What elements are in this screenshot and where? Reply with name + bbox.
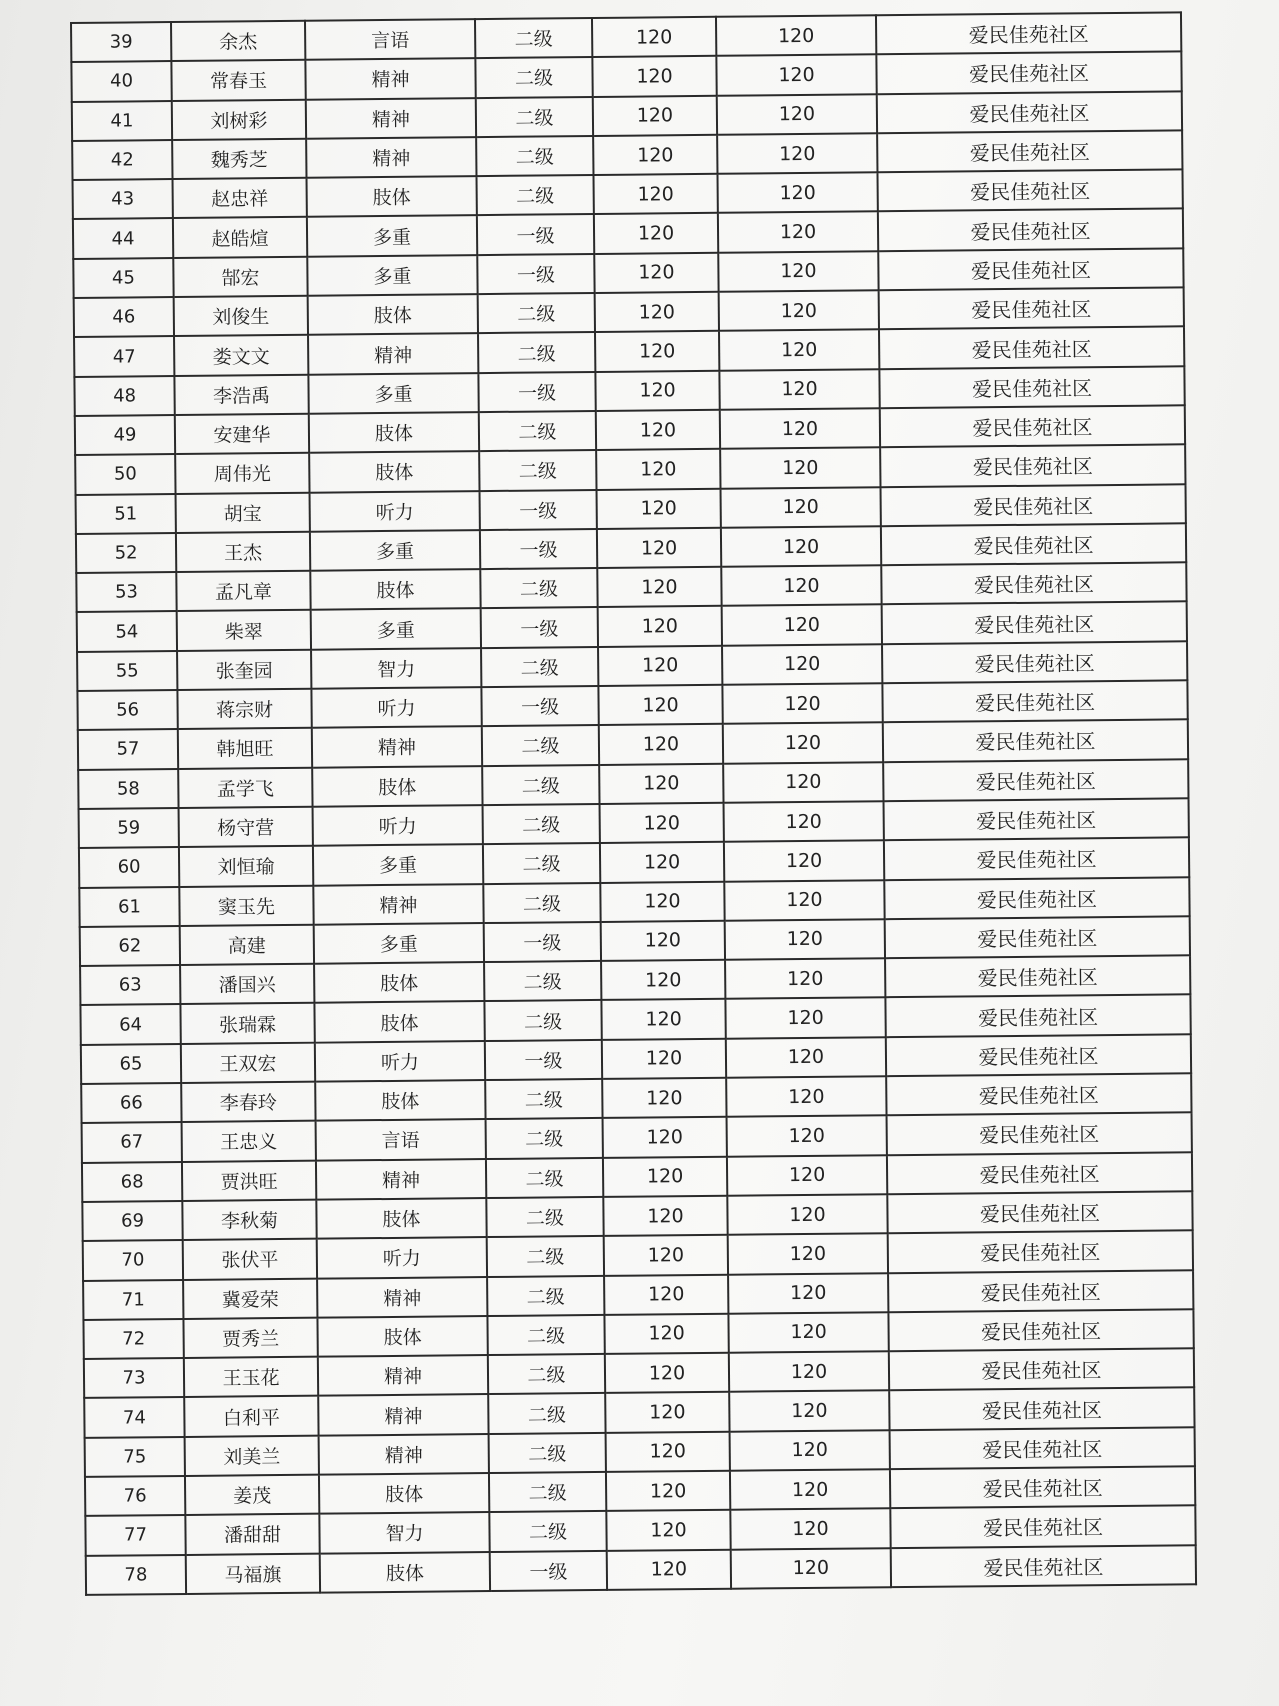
row-number-cell: 58 <box>78 769 178 809</box>
amount-b-cell: 120 <box>730 1430 890 1471</box>
amount-b-cell: 120 <box>717 172 877 213</box>
disability-type-cell: 肢体 <box>317 1316 487 1357</box>
row-number-cell: 47 <box>74 336 174 376</box>
row-number-cell: 65 <box>81 1044 181 1084</box>
disability-type-cell: 肢体 <box>320 1552 490 1593</box>
row-number-cell: 69 <box>82 1201 182 1241</box>
disability-type-cell: 精神 <box>319 1434 489 1475</box>
disability-type-cell: 肢体 <box>314 962 484 1003</box>
name-cell: 刘树彩 <box>172 99 306 140</box>
amount-b-cell: 120 <box>724 840 884 881</box>
name-cell: 赵忠祥 <box>173 178 307 219</box>
community-cell: 爱民佳苑社区 <box>890 1466 1195 1508</box>
amount-b-cell: 120 <box>719 330 879 371</box>
amount-b-cell: 120 <box>731 1548 891 1589</box>
disability-level-cell: 二级 <box>482 725 599 765</box>
disability-type-cell: 听力 <box>317 1237 487 1278</box>
name-cell: 周伟光 <box>175 453 309 494</box>
row-number-cell: 59 <box>79 808 179 848</box>
disability-level-cell: 二级 <box>489 1433 606 1473</box>
disability-type-cell: 肢体 <box>312 766 482 807</box>
amount-b-cell: 120 <box>721 526 881 567</box>
amount-b-cell: 120 <box>725 958 885 999</box>
row-number-cell: 44 <box>73 219 173 259</box>
row-number-cell: 68 <box>82 1162 182 1202</box>
row-number-cell: 51 <box>76 494 176 534</box>
name-cell: 孟学飞 <box>178 767 312 808</box>
amount-a-cell: 120 <box>606 1471 730 1511</box>
name-cell: 李春玲 <box>181 1082 315 1123</box>
name-cell: 赵皓煊 <box>173 217 307 258</box>
community-cell: 爱民佳苑社区 <box>877 170 1182 212</box>
disability-type-cell: 精神 <box>308 333 478 374</box>
name-cell: 窦玉先 <box>179 885 313 926</box>
community-cell: 爱民佳苑社区 <box>882 602 1187 644</box>
community-cell: 爱民佳苑社区 <box>882 680 1187 722</box>
name-cell: 余杰 <box>171 21 305 62</box>
amount-a-cell: 120 <box>598 646 722 686</box>
name-cell: 王双宏 <box>181 1042 315 1083</box>
row-number-cell: 60 <box>79 847 179 887</box>
community-cell: 爱民佳苑社区 <box>883 759 1188 801</box>
amount-b-cell: 120 <box>726 1076 886 1117</box>
disability-type-cell: 精神 <box>306 137 476 178</box>
row-number-cell: 52 <box>76 533 176 573</box>
disability-type-cell: 言语 <box>316 1119 486 1160</box>
amount-b-cell: 120 <box>725 998 885 1039</box>
disability-level-cell: 二级 <box>489 1511 606 1551</box>
disability-type-cell: 精神 <box>312 726 482 767</box>
disability-type-cell: 精神 <box>318 1355 488 1396</box>
community-cell: 爱民佳苑社区 <box>887 1152 1192 1194</box>
amount-b-cell: 120 <box>729 1351 889 1392</box>
amount-a-cell: 120 <box>594 213 718 253</box>
disability-level-cell: 二级 <box>483 804 600 844</box>
disability-level-cell: 二级 <box>475 18 592 58</box>
disability-level-cell: 二级 <box>481 647 598 687</box>
amount-b-cell: 120 <box>727 1155 887 1196</box>
row-number-cell: 50 <box>75 454 175 494</box>
amount-a-cell: 120 <box>599 763 723 803</box>
amount-a-cell: 120 <box>600 881 724 921</box>
amount-b-cell: 120 <box>724 880 884 921</box>
name-cell: 刘恒瑜 <box>179 846 313 887</box>
amount-b-cell: 120 <box>722 683 882 724</box>
amount-a-cell: 120 <box>595 292 719 332</box>
community-cell: 爱民佳苑社区 <box>886 1034 1191 1076</box>
disability-type-cell: 多重 <box>307 255 477 296</box>
disability-type-cell: 精神 <box>318 1394 488 1435</box>
community-cell: 爱民佳苑社区 <box>882 641 1187 683</box>
disability-level-cell: 二级 <box>475 57 592 97</box>
name-cell: 柴翠 <box>177 610 311 651</box>
amount-b-cell: 120 <box>722 605 882 646</box>
name-cell: 潘甜甜 <box>185 1514 319 1555</box>
amount-b-cell: 120 <box>720 448 880 489</box>
name-cell: 潘国兴 <box>180 964 314 1005</box>
amount-a-cell: 120 <box>607 1549 731 1589</box>
disability-type-cell: 肢体 <box>310 569 480 610</box>
community-cell: 爱民佳苑社区 <box>891 1545 1196 1587</box>
row-number-cell: 53 <box>76 572 176 612</box>
disability-type-cell: 肢体 <box>316 1198 486 1239</box>
row-number-cell: 42 <box>72 140 172 180</box>
community-cell: 爱民佳苑社区 <box>887 1113 1192 1155</box>
row-number-cell: 78 <box>86 1555 186 1595</box>
disability-level-cell: 二级 <box>489 1472 606 1512</box>
amount-b-cell: 120 <box>721 487 881 528</box>
disability-type-cell: 多重 <box>313 844 483 885</box>
row-number-cell: 57 <box>78 729 178 769</box>
amount-b-cell: 120 <box>718 212 878 253</box>
name-cell: 马福旗 <box>186 1553 320 1594</box>
disability-level-cell: 二级 <box>479 411 596 451</box>
amount-b-cell: 120 <box>729 1391 889 1432</box>
disability-type-cell: 多重 <box>314 923 484 964</box>
amount-a-cell: 120 <box>594 253 718 293</box>
disability-level-cell: 二级 <box>488 1393 605 1433</box>
amount-a-cell: 120 <box>604 1235 728 1275</box>
name-cell: 贾洪旺 <box>182 1160 316 1201</box>
row-number-cell: 74 <box>84 1397 184 1437</box>
row-number-cell: 71 <box>83 1279 183 1319</box>
amount-a-cell: 120 <box>593 174 717 214</box>
disability-type-cell: 听力 <box>313 805 483 846</box>
amount-a-cell: 120 <box>603 1156 727 1196</box>
community-cell: 爱民佳苑社区 <box>886 1073 1191 1115</box>
name-cell: 高建 <box>180 925 314 966</box>
name-cell: 白利平 <box>184 1396 318 1437</box>
amount-a-cell: 120 <box>598 606 722 646</box>
community-cell: 爱民佳苑社区 <box>883 720 1188 762</box>
community-cell: 爱民佳苑社区 <box>884 838 1189 880</box>
community-cell: 爱民佳苑社区 <box>879 287 1184 329</box>
amount-a-cell: 120 <box>604 1314 728 1354</box>
printed-sheet <box>70 11 1195 1595</box>
row-number-cell: 41 <box>72 101 172 141</box>
amount-b-cell: 120 <box>724 801 884 842</box>
amount-b-cell: 120 <box>720 408 880 449</box>
community-cell: 爱民佳苑社区 <box>876 12 1181 54</box>
disability-level-cell: 二级 <box>476 97 593 137</box>
name-cell: 姜茂 <box>185 1475 319 1516</box>
disability-level-cell: 一级 <box>480 490 597 530</box>
roster-body <box>71 12 1196 1594</box>
row-number-cell: 67 <box>82 1122 182 1162</box>
row-number-cell: 45 <box>73 258 173 298</box>
amount-b-cell: 120 <box>728 1312 888 1353</box>
community-cell: 爱民佳苑社区 <box>881 523 1186 565</box>
disability-level-cell: 二级 <box>478 332 595 372</box>
disability-type-cell: 多重 <box>311 609 481 650</box>
amount-a-cell: 120 <box>600 803 724 843</box>
disability-type-cell: 精神 <box>305 58 475 99</box>
amount-b-cell: 120 <box>719 369 879 410</box>
disability-level-cell: 二级 <box>486 1158 603 1198</box>
name-cell: 娄文文 <box>174 335 308 376</box>
community-cell: 爱民佳苑社区 <box>879 327 1184 369</box>
name-cell: 郜宏 <box>173 257 307 298</box>
amount-a-cell: 120 <box>605 1392 729 1432</box>
amount-b-cell: 120 <box>727 1116 887 1157</box>
row-number-cell: 40 <box>71 61 171 101</box>
disability-level-cell: 一级 <box>480 529 597 569</box>
name-cell: 常春玉 <box>171 60 305 101</box>
amount-b-cell: 120 <box>722 644 882 685</box>
amount-b-cell: 120 <box>730 1469 890 1510</box>
name-cell: 李秋菊 <box>182 1200 316 1241</box>
amount-a-cell: 120 <box>606 1431 730 1471</box>
row-number-cell: 70 <box>83 1240 183 1280</box>
row-number-cell: 62 <box>80 926 180 966</box>
disability-type-cell: 肢体 <box>307 176 477 217</box>
community-cell: 爱民佳苑社区 <box>887 1191 1192 1233</box>
amount-b-cell: 120 <box>721 565 881 606</box>
name-cell: 魏秀芝 <box>172 139 306 180</box>
community-cell: 爱民佳苑社区 <box>888 1270 1193 1312</box>
name-cell: 张奎园 <box>177 649 311 690</box>
community-cell: 爱民佳苑社区 <box>881 562 1186 604</box>
disability-level-cell: 二级 <box>478 293 595 333</box>
row-number-cell: 54 <box>77 611 177 651</box>
amount-a-cell: 120 <box>595 331 719 371</box>
row-number-cell: 72 <box>83 1319 183 1359</box>
community-cell: 爱民佳苑社区 <box>880 484 1185 526</box>
community-cell: 爱民佳苑社区 <box>885 995 1190 1037</box>
amount-a-cell: 120 <box>597 488 721 528</box>
amount-b-cell: 120 <box>716 15 876 56</box>
name-cell: 王忠义 <box>182 1121 316 1162</box>
community-cell: 爱民佳苑社区 <box>879 366 1184 408</box>
community-cell: 爱民佳苑社区 <box>885 955 1190 997</box>
amount-b-cell: 120 <box>730 1508 890 1549</box>
disability-level-cell: 二级 <box>484 961 601 1001</box>
amount-a-cell: 120 <box>601 921 725 961</box>
disability-level-cell: 二级 <box>482 765 599 805</box>
disability-type-cell: 精神 <box>317 1277 487 1318</box>
amount-a-cell: 120 <box>592 56 716 96</box>
amount-a-cell: 120 <box>596 449 720 489</box>
row-number-cell: 63 <box>80 965 180 1005</box>
row-number-cell: 75 <box>85 1437 185 1477</box>
disability-level-cell: 一级 <box>477 214 594 254</box>
amount-a-cell: 120 <box>598 685 722 725</box>
disability-level-cell: 二级 <box>486 1118 603 1158</box>
community-cell: 爱民佳苑社区 <box>884 877 1189 919</box>
name-cell: 李浩禹 <box>174 374 308 415</box>
amount-b-cell: 120 <box>723 762 883 803</box>
amount-a-cell: 120 <box>596 410 720 450</box>
disability-level-cell: 二级 <box>483 843 600 883</box>
roster-table <box>70 11 1197 1595</box>
amount-b-cell: 120 <box>725 919 885 960</box>
row-number-cell: 61 <box>79 887 179 927</box>
disability-type-cell: 精神 <box>313 884 483 925</box>
disability-level-cell: 一级 <box>481 607 598 647</box>
disability-level-cell: 二级 <box>488 1354 605 1394</box>
community-cell: 爱民佳苑社区 <box>878 209 1183 251</box>
community-cell: 爱民佳苑社区 <box>888 1230 1193 1272</box>
amount-b-cell: 120 <box>716 55 876 96</box>
name-cell: 刘美兰 <box>185 1435 319 1476</box>
disability-level-cell: 二级 <box>486 1197 603 1237</box>
community-cell: 爱民佳苑社区 <box>878 248 1183 290</box>
name-cell: 张瑞霖 <box>180 1003 314 1044</box>
disability-level-cell: 二级 <box>484 1000 601 1040</box>
disability-type-cell: 精神 <box>316 1159 486 1200</box>
amount-a-cell: 120 <box>600 842 724 882</box>
disability-level-cell: 二级 <box>485 1079 602 1119</box>
name-cell: 胡宝 <box>176 492 310 533</box>
disability-type-cell: 智力 <box>311 648 481 689</box>
community-cell: 爱民佳苑社区 <box>890 1427 1195 1469</box>
name-cell: 安建华 <box>175 414 309 455</box>
row-number-cell: 46 <box>74 297 174 337</box>
community-cell: 爱民佳苑社区 <box>880 445 1185 487</box>
amount-a-cell: 120 <box>605 1353 729 1393</box>
community-cell: 爱民佳苑社区 <box>880 405 1185 447</box>
name-cell: 刘俊生 <box>174 296 308 337</box>
disability-level-cell: 一级 <box>484 922 601 962</box>
disability-level-cell: 二级 <box>487 1315 604 1355</box>
disability-level-cell: 一级 <box>485 1040 602 1080</box>
name-cell: 韩旭旺 <box>178 728 312 769</box>
name-cell: 蒋宗财 <box>177 689 311 730</box>
disability-type-cell: 多重 <box>307 216 477 257</box>
disability-type-cell: 肢体 <box>308 294 478 335</box>
amount-b-cell: 120 <box>728 1233 888 1274</box>
community-cell: 爱民佳苑社区 <box>889 1388 1194 1430</box>
name-cell: 贾秀兰 <box>183 1317 317 1358</box>
amount-b-cell: 120 <box>718 251 878 292</box>
row-number-cell: 66 <box>81 1083 181 1123</box>
amount-a-cell: 120 <box>601 960 725 1000</box>
disability-level-cell: 二级 <box>479 450 596 490</box>
row-number-cell: 43 <box>73 179 173 219</box>
name-cell: 王杰 <box>176 532 310 573</box>
amount-b-cell: 120 <box>726 1037 886 1078</box>
row-number-cell: 76 <box>85 1476 185 1516</box>
name-cell: 王玉花 <box>184 1357 318 1398</box>
row-number-cell: 56 <box>77 690 177 730</box>
disability-level-cell: 一级 <box>478 372 595 412</box>
row-number-cell: 48 <box>74 376 174 416</box>
row-number-cell: 73 <box>84 1358 184 1398</box>
amount-a-cell: 120 <box>601 999 725 1039</box>
amount-a-cell: 120 <box>603 1117 727 1157</box>
row-number-cell: 39 <box>71 22 171 62</box>
disability-type-cell: 肢体 <box>314 1001 484 1042</box>
community-cell: 爱民佳苑社区 <box>888 1309 1193 1351</box>
name-cell: 冀爱荣 <box>183 1278 317 1319</box>
community-cell: 爱民佳苑社区 <box>885 916 1190 958</box>
community-cell: 爱民佳苑社区 <box>890 1506 1195 1548</box>
amount-a-cell: 120 <box>593 135 717 175</box>
amount-a-cell: 120 <box>592 17 716 57</box>
disability-type-cell: 肢体 <box>309 412 479 453</box>
disability-type-cell: 听力 <box>315 1041 485 1082</box>
community-cell: 爱民佳苑社区 <box>876 52 1181 94</box>
amount-a-cell: 120 <box>597 567 721 607</box>
community-cell: 爱民佳苑社区 <box>877 130 1182 172</box>
amount-a-cell: 120 <box>606 1510 730 1550</box>
disability-type-cell: 精神 <box>306 98 476 139</box>
amount-a-cell: 120 <box>593 95 717 135</box>
disability-type-cell: 听力 <box>310 491 480 532</box>
name-cell: 孟凡章 <box>176 571 310 612</box>
disability-type-cell: 智力 <box>319 1512 489 1553</box>
amount-b-cell: 120 <box>728 1273 888 1314</box>
row-number-cell: 55 <box>77 651 177 691</box>
name-cell: 杨守营 <box>179 807 313 848</box>
disability-level-cell: 一级 <box>481 686 598 726</box>
amount-b-cell: 120 <box>717 133 877 174</box>
community-cell: 爱民佳苑社区 <box>877 91 1182 133</box>
disability-level-cell: 一级 <box>490 1550 607 1590</box>
amount-b-cell: 120 <box>727 1194 887 1235</box>
amount-b-cell: 120 <box>719 290 879 331</box>
disability-type-cell: 肢体 <box>319 1473 489 1514</box>
amount-a-cell: 120 <box>603 1196 727 1236</box>
name-cell: 张伏平 <box>183 1239 317 1280</box>
disability-type-cell: 言语 <box>305 19 475 60</box>
disability-type-cell: 肢体 <box>315 1080 485 1121</box>
disability-level-cell: 二级 <box>487 1275 604 1315</box>
disability-level-cell: 二级 <box>487 1236 604 1276</box>
disability-level-cell: 一级 <box>477 254 594 294</box>
row-number-cell: 64 <box>80 1004 180 1044</box>
amount-a-cell: 120 <box>604 1274 728 1314</box>
disability-level-cell: 二级 <box>483 882 600 922</box>
amount-a-cell: 120 <box>599 724 723 764</box>
row-number-cell: 77 <box>85 1515 185 1555</box>
amount-a-cell: 120 <box>595 370 719 410</box>
community-cell: 爱民佳苑社区 <box>889 1348 1194 1390</box>
disability-type-cell: 听力 <box>311 687 481 728</box>
community-cell: 爱民佳苑社区 <box>884 798 1189 840</box>
disability-type-cell: 肢体 <box>309 451 479 492</box>
amount-a-cell: 120 <box>602 1038 726 1078</box>
row-number-cell: 49 <box>75 415 175 455</box>
amount-a-cell: 120 <box>597 528 721 568</box>
disability-type-cell: 多重 <box>310 530 480 571</box>
amount-a-cell: 120 <box>602 1078 726 1118</box>
disability-level-cell: 二级 <box>476 136 593 176</box>
amount-b-cell: 120 <box>723 723 883 764</box>
disability-type-cell: 多重 <box>308 373 478 414</box>
disability-level-cell: 二级 <box>476 175 593 215</box>
amount-b-cell: 120 <box>717 94 877 135</box>
disability-level-cell: 二级 <box>480 568 597 608</box>
